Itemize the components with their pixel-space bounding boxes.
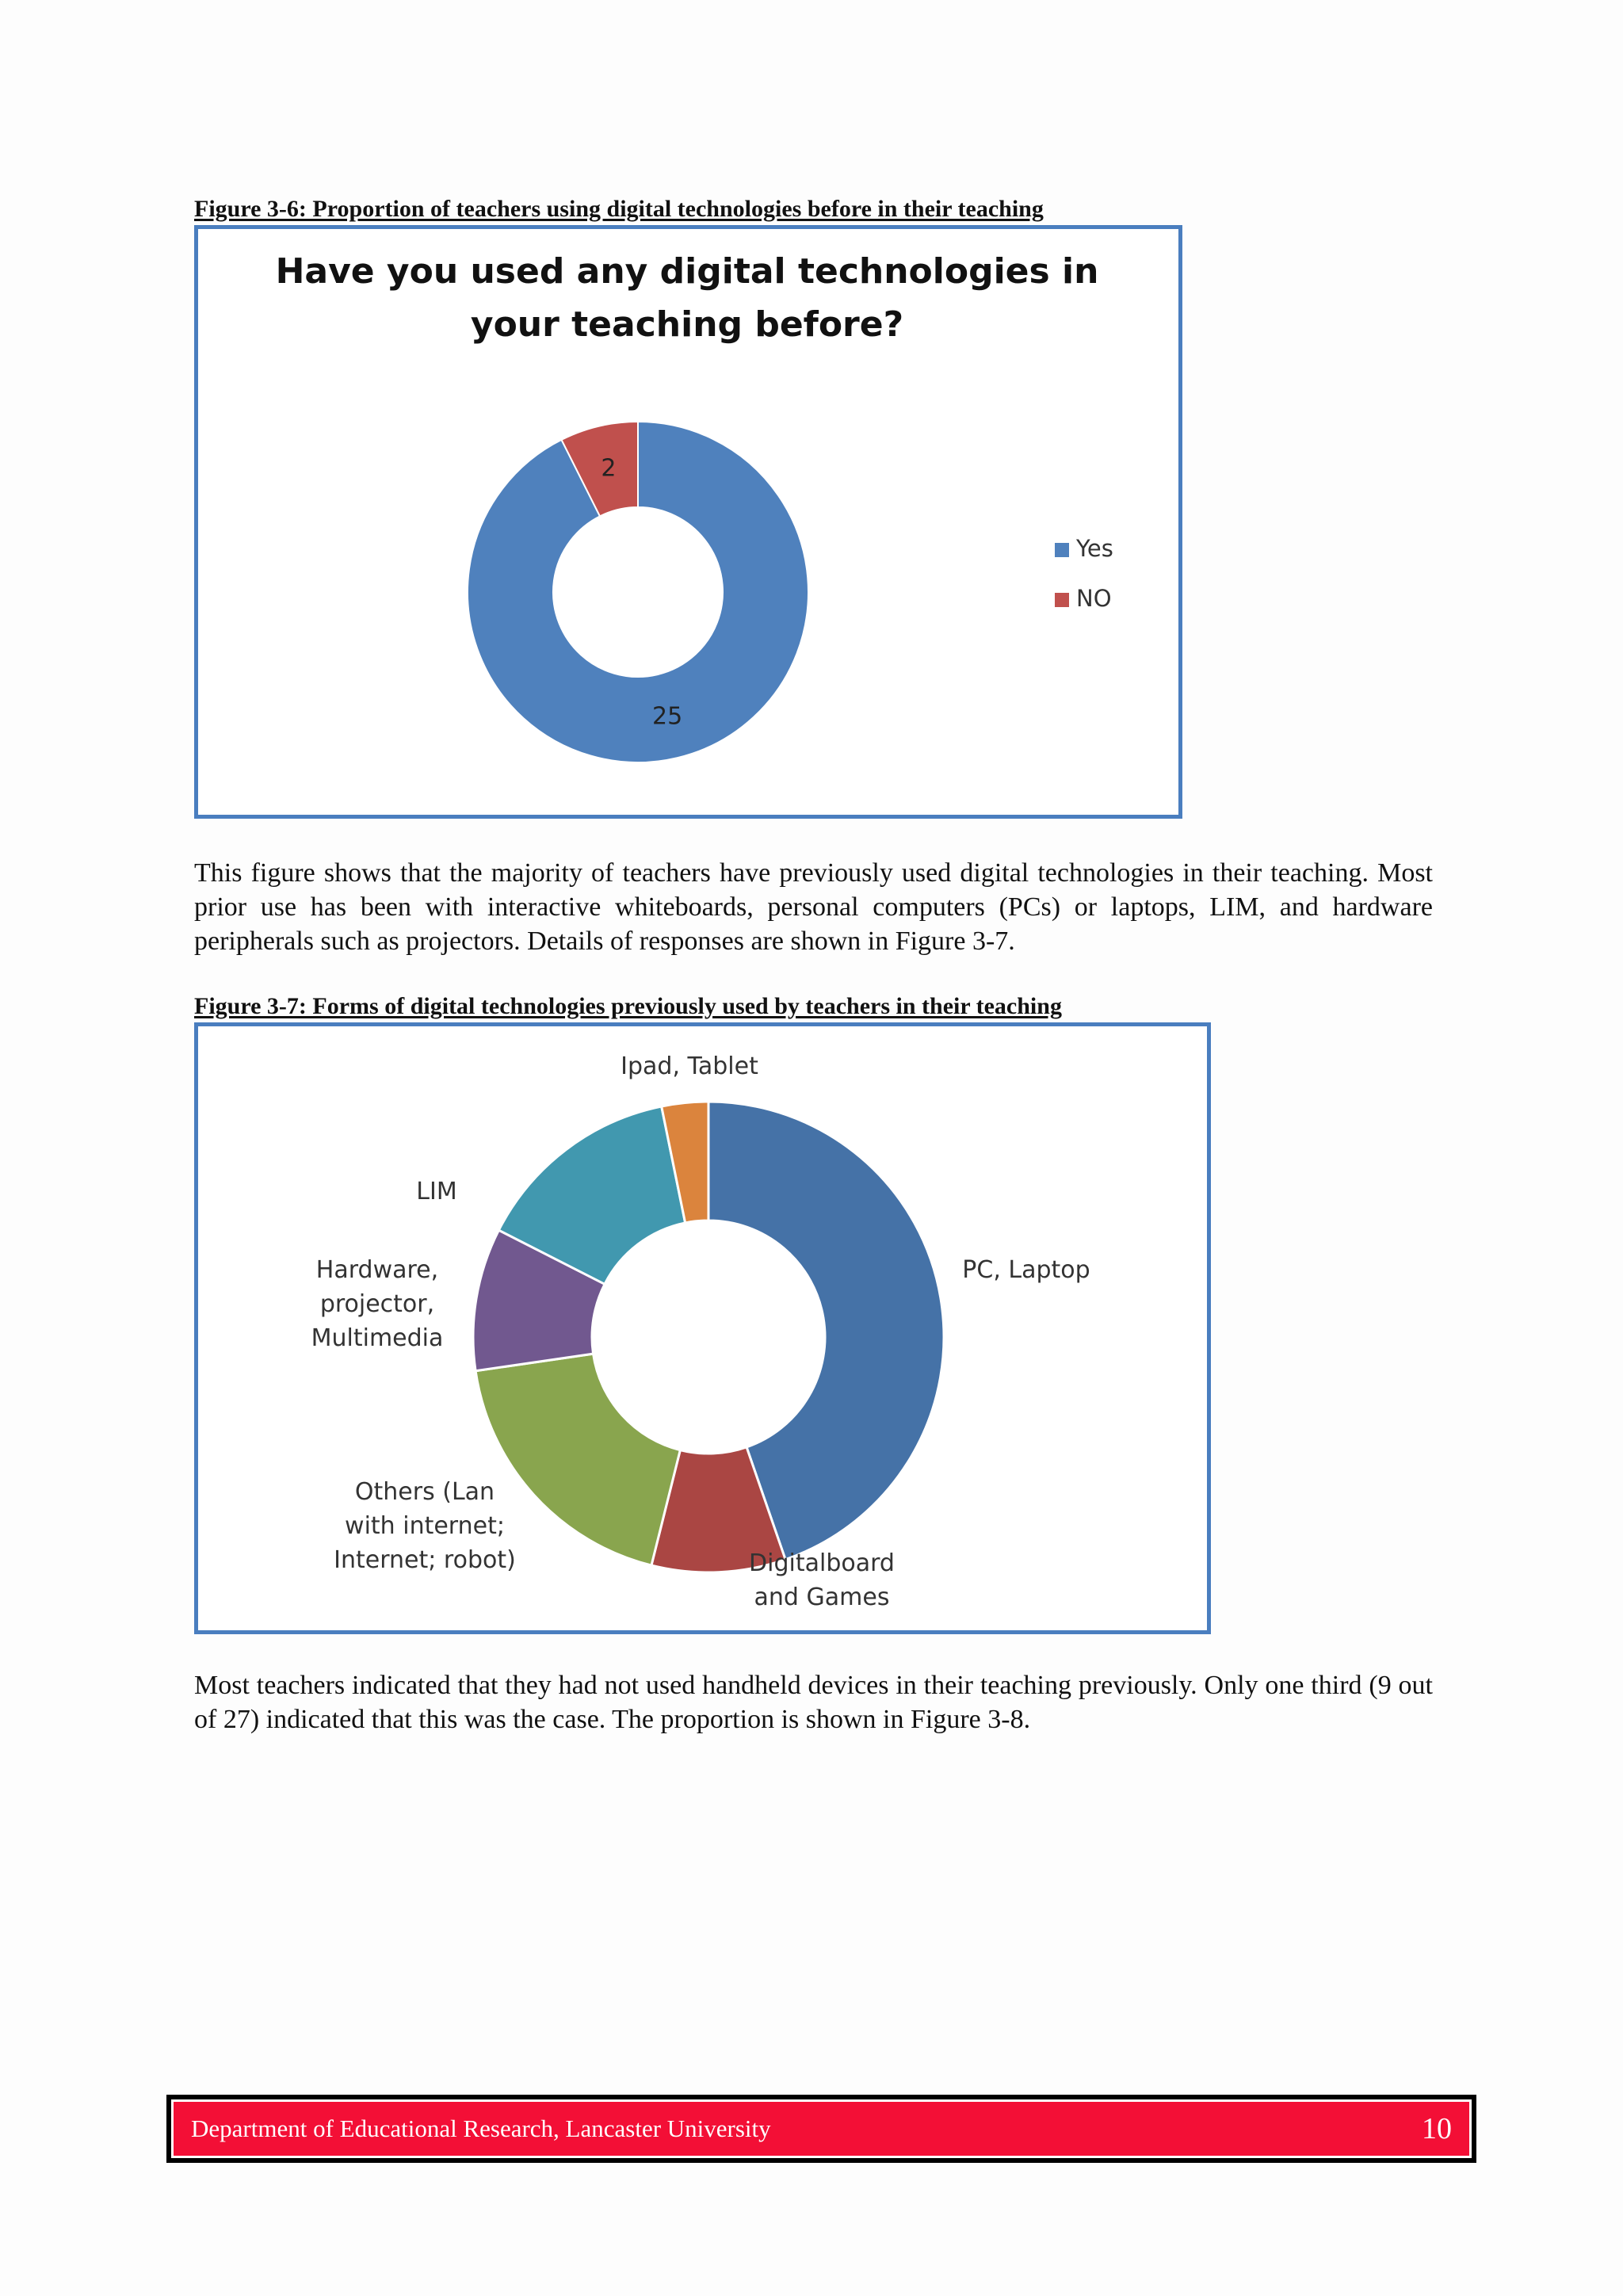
page-footer	[166, 2095, 1476, 2163]
legend-swatch-yes	[1055, 543, 1069, 557]
legend-label-yes: Yes	[1076, 535, 1113, 562]
chart-title-line-2: your teaching before?	[470, 304, 904, 345]
chart-slices	[473, 1102, 944, 1572]
category-label-ipad-tablet: Ipad, Tablet	[621, 1052, 758, 1080]
figure-3-6-caption: Figure 3-6: Proportion of teachers using digital technologies before in their teaching	[194, 196, 1044, 222]
footer-bar	[171, 2099, 1472, 2158]
footer-institution: Department of Educational Research, Lancaster University	[191, 2115, 771, 2142]
legend-swatch-no	[1055, 593, 1069, 607]
chart-slices	[468, 422, 808, 762]
category-label-pc-laptop: PC, Laptop	[962, 1256, 1090, 1284]
body-paragraph-2: Most teachers indicated that they had not used handheld devices in their teaching previously. Only one third (9 out of 27) indicated that this was the case. The proportion is shown in Figure 3-8.	[194, 1671, 1433, 1734]
category-label-digitalboard-and-games: Digitalboard and Games	[749, 1549, 895, 1611]
donut-chart-teachers-used-digital	[198, 229, 1178, 815]
chart-legend	[1055, 535, 1113, 612]
data-label-yes: 25	[652, 702, 683, 731]
page-number: 10	[1422, 2112, 1452, 2145]
figure-3-7-chart	[194, 1022, 1211, 1634]
category-label-others-lan-with-internet-internet-robot: Others (Lan with internet; Internet; robot)	[334, 1478, 516, 1574]
data-label-no: 2	[601, 454, 617, 483]
slice-others-lan-with-internet-internet-robot	[475, 1354, 680, 1565]
donut-chart-forms-of-digital-tech	[198, 1026, 1207, 1630]
body-paragraph-1: This figure shows that the majority of teachers have previously used digital technologies in their teaching. Most prior use has been with interactive whiteboards, personal computers (PCs) or laptops, LIM, and hardware peripherals such as projectors. Details of responses are shown in Figure 3-7.	[194, 858, 1433, 956]
figure-3-7-caption: Figure 3-7: Forms of digital technologies previously used by teachers in their teaching	[194, 993, 1062, 1019]
chart-title-line-1: Have you used any digital technologies in	[275, 251, 1099, 292]
category-label-lim: LIM	[416, 1178, 457, 1205]
category-label-hardware-projector-multimedia: Hardware, projector, Multimedia	[311, 1256, 444, 1352]
figure-3-6-chart	[194, 225, 1182, 819]
legend-label-no: NO	[1076, 585, 1112, 612]
